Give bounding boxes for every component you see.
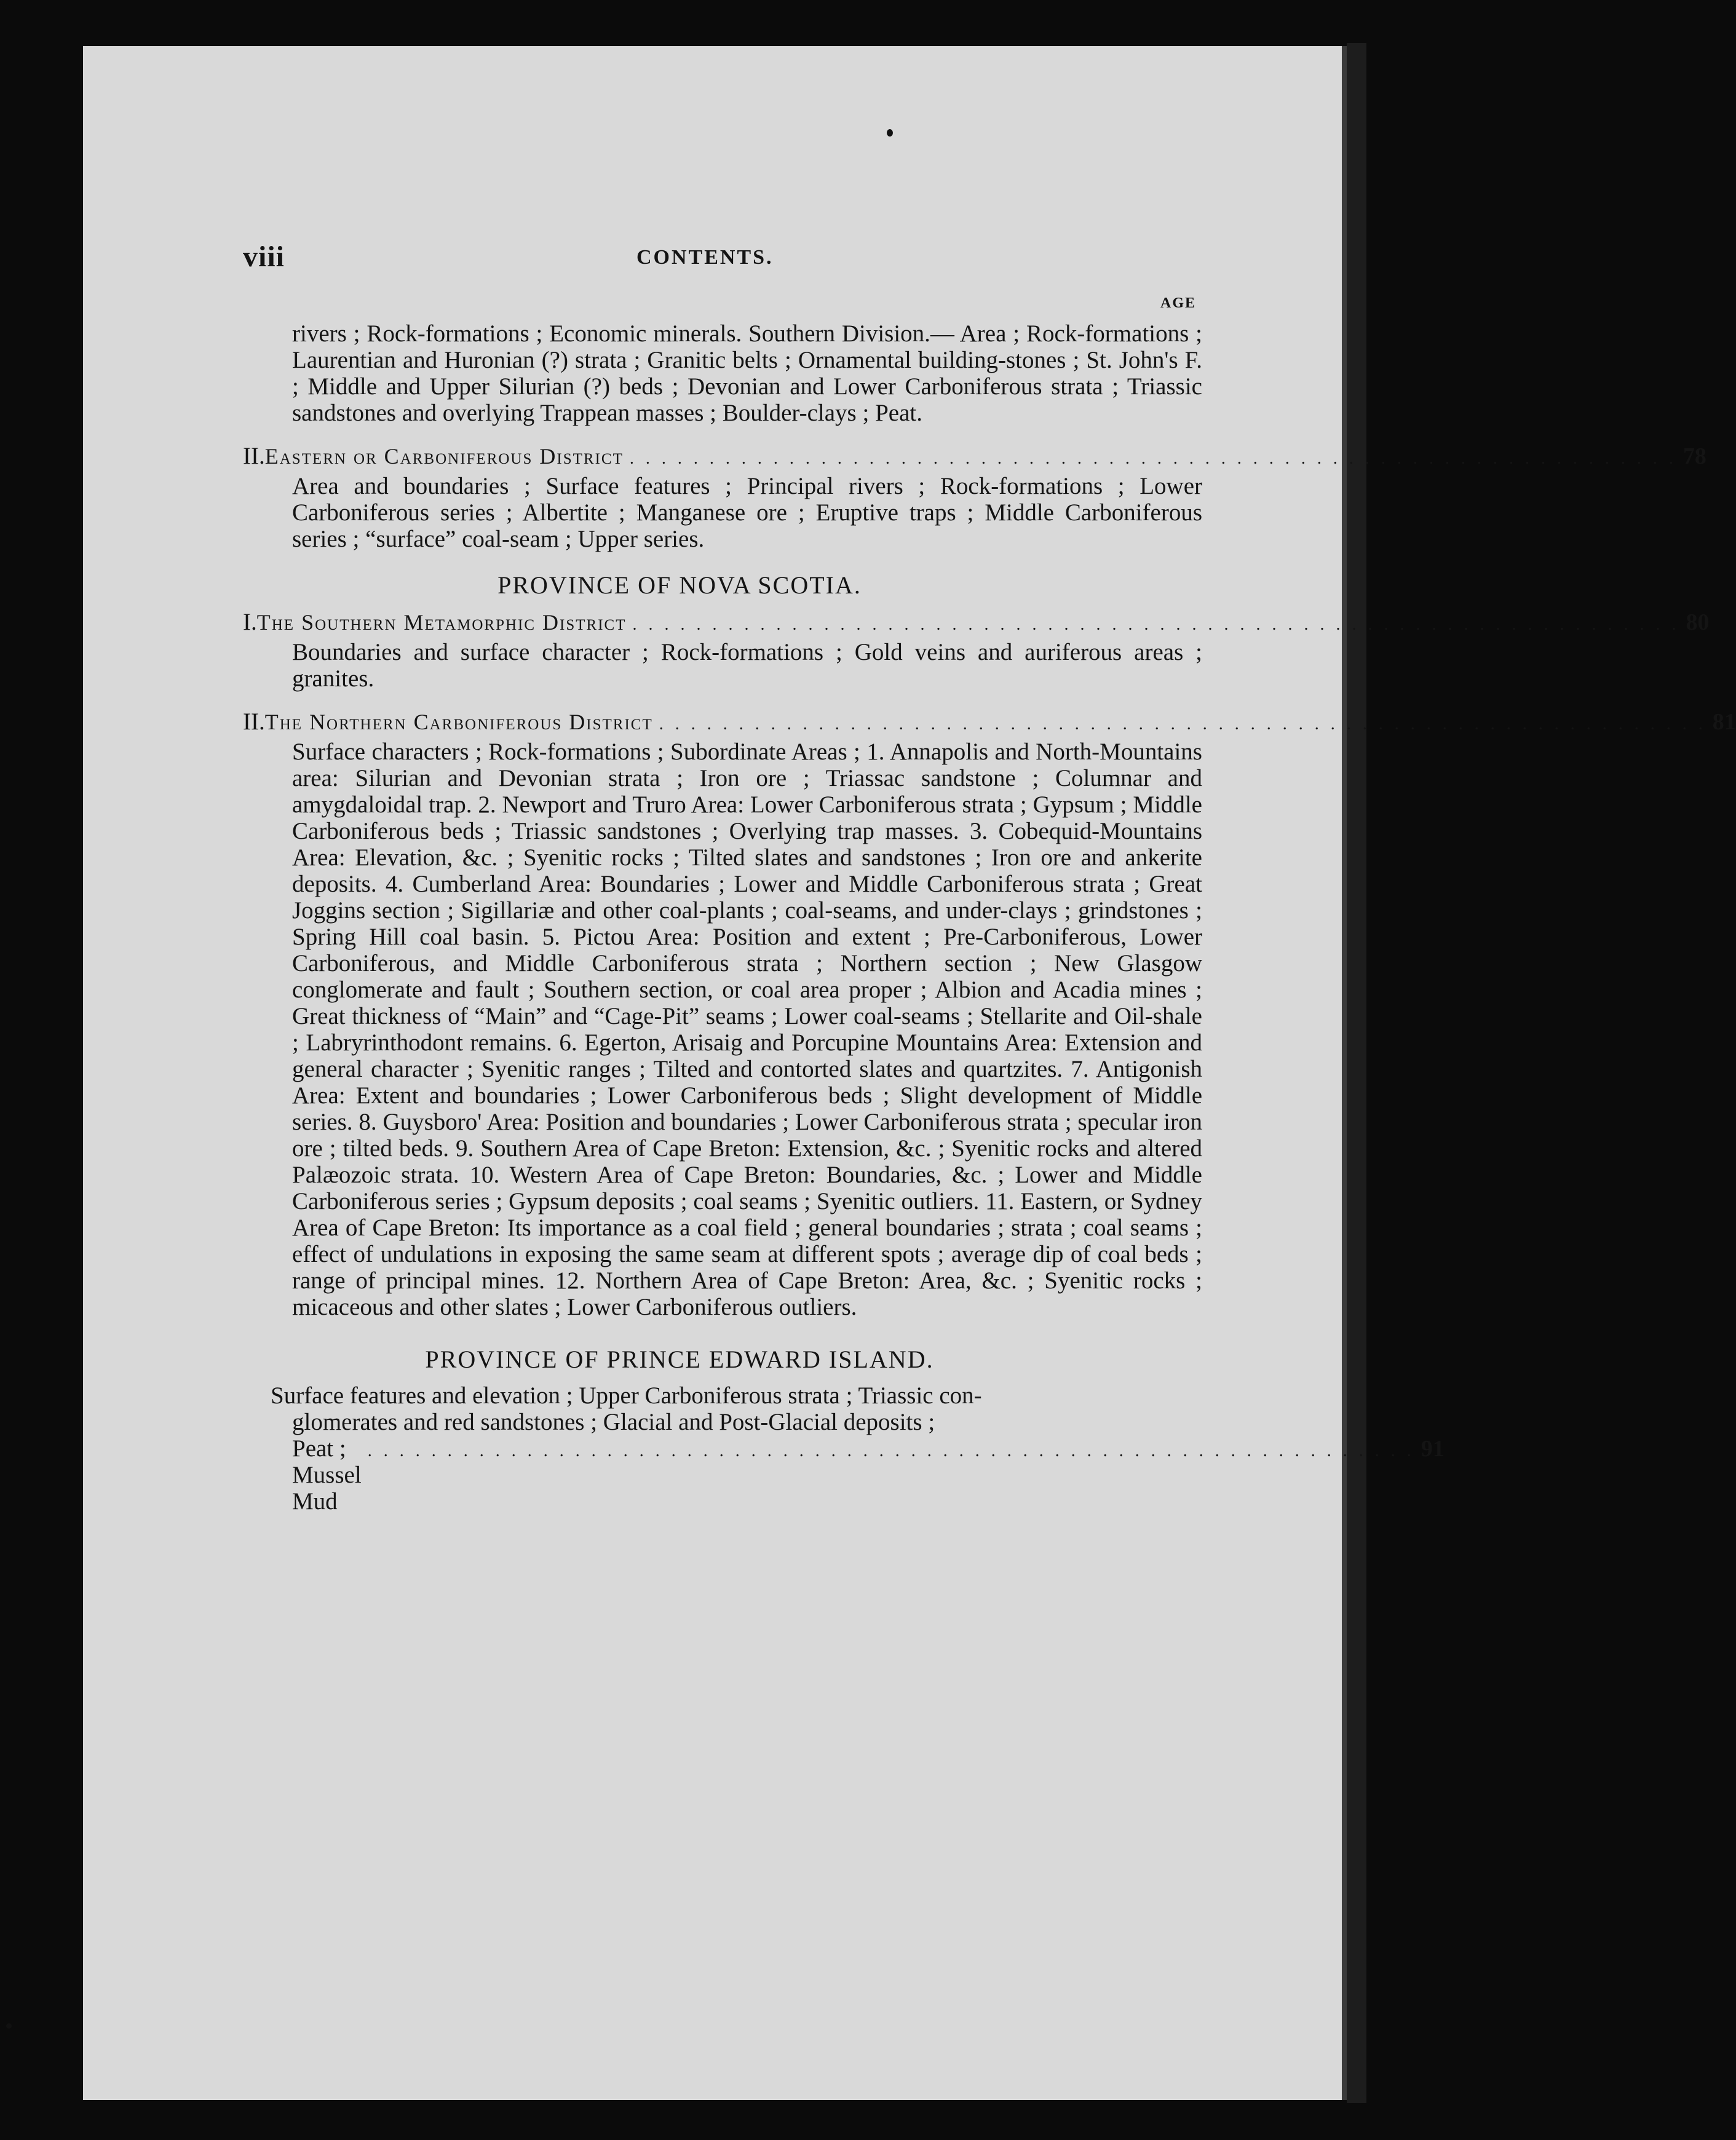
leader-dots: . . . . . . . . . . . . . . . . . . . . . . . . . . . . . . . . . . . . . . . . . . . . . . . . . . . . . . . . . . . . . . . . . . xyxy=(632,615,1680,634)
entry-heading xyxy=(157,708,1736,739)
toc-entry-ns-southern xyxy=(157,608,1710,692)
section-heading-pei: PROVINCE OF PRINCE EDWARD ISLAND. xyxy=(425,1345,934,1373)
entry-last-line xyxy=(292,1435,1445,1515)
section-heading-nova-scotia: PROVINCE OF NOVA SCOTIA. xyxy=(497,571,862,599)
entry-title: The Southern Metamorphic District xyxy=(256,610,627,635)
leader-dots: . . . . . . . . . . . . . . . . . . . . . . . . . . . . . . . . . . . . . . . . . . . . . . . . . . . . . . . . . . . . . . . . . . xyxy=(367,1441,1415,1460)
entry-number: I. xyxy=(243,609,257,635)
page-column-label: AGE xyxy=(1160,295,1196,311)
leader-dots: . . . . . . . . . . . . . . . . . . . . . . . . . . . . . . . . . . . . . . . . . . . . . . . . . . . . . . . . . . . . . . . . . . xyxy=(659,715,1706,734)
continued-description: rivers ; Rock-formations ; Economic minerals. Southern Division.— Area ; Rock-formations ; Laurentian and Huronian (?) strata ; Granitic belts ; Ornamental building-stones ; St. John's F. ; Middle and Upper Silurian (?) beds ; Devonian and Lower Carboniferous strata ; Triassic sandstones and overlying Trappean masses ; Boulder-clays ; Peat. xyxy=(292,320,1202,426)
entry-description: Surface characters ; Rock-formations ; Subordinate Areas ; 1. Annapolis and North-Mountains area: Silurian and Devonian strata ; Iron ore ; Triassac sandstone ; Columnar and amygdaloidal trap. 2. Newport and Truro Area: Lower Carboniferous strata ; Gypsum ; Middle Carboniferous beds ; Triassic sandstones ; Overlying trap masses. 3. Cobequid-Mountains Area: Elevation, &c. ; Syenitic rocks ; Tilted slates and sandstones ; Iron ore and ankerite deposits. 4. Cumberland Area: Boundaries ; Lower and Middle Carboniferous strata ; Great Joggins section ; Sigillariæ and other coal-plants ; coal-seams, and under-clays ; grindstones ; Spring Hill coal basin. 5. Pictou Area: Position and extent ; Pre-Carboniferous, Lower Carboniferous, and Middle Carboniferous strata ; Northern section ; New Glasgow conglomerate and fault ; Southern section, or coal area proper ; Albion and Acadia mines ; Great thickness of “Main” and “Cage-Pit” seams ; Lower coal-seams ; Stellarite and Oil-shale ; Labryrinthodont remains. 6. Egerton, Arisaig and Porcupine Mountains Area: Extension and general character ; Syenitic ranges ; Tilted and contorted slates and quartzites. 7. Antigonish Area: Extent and boundaries ; Lower Carboniferous beds ; Slight development of Middle series. 8. Guysboro' Area: Position and boundaries ; Lower Carboniferous strata ; specular iron ore ; tilted beds. 9. Southern Area of Cape Breton: Extension, &c. ; Syenitic rocks and altered Palæozoic strata. 10. Western Area of Cape Breton: Boundaries, &c. ; Lower and Middle Carboniferous series ; Gypsum deposits ; coal seams ; Syenitic outliers. 11. Eastern, or Sydney Area of Cape Breton: Its importance as a coal field ; general boundaries ; strata ; coal seams ; effect of undulations in exposing the same seam at different spots ; average dip of coal beds ; range of principal mines. 12. Northern Area of Cape Breton: Area, &c. ; Syenitic rocks ; micaceous and other slates ; Lower Carboniferous outliers. xyxy=(292,739,1202,1320)
entry-number: II. xyxy=(243,443,265,469)
entry-page-number: 81 xyxy=(1712,709,1736,735)
book-spine-edge xyxy=(1347,43,1366,2103)
entry-heading xyxy=(157,442,1706,473)
entry-page-number: 91 xyxy=(1421,1436,1445,1462)
leader-dots: . . . . . . . . . . . . . . . . . . . . . . . . . . . . . . . . . . . . . . . . . . . . . . . . . . . . . . . . . . . . . . . . . . xyxy=(629,449,1677,468)
contents-page xyxy=(157,240,1736,1515)
entry-number: II. xyxy=(243,708,265,735)
page-folio: viii xyxy=(243,240,285,273)
entry-page-number: 80 xyxy=(1686,609,1710,635)
entry-description-line: Surface features and elevation ; Upper Carboniferous strata ; Triassic con- xyxy=(271,1382,982,1409)
ink-speck xyxy=(887,129,893,137)
entry-heading xyxy=(157,608,1710,639)
running-title: CONTENTS. xyxy=(636,246,774,269)
running-head xyxy=(157,240,1202,289)
entry-description-line: glomerates and red sandstones ; Glacial and Post-Glacial deposits ; xyxy=(292,1409,935,1435)
toc-entry-pei xyxy=(157,1382,1445,1515)
entry-page-number: 78 xyxy=(1682,443,1706,469)
toc-entry-ns-northern xyxy=(157,708,1736,1320)
entry-description-line: Peat ; Mussel Mud xyxy=(292,1435,362,1515)
entry-description: Area and boundaries ; Surface features ; Principal rivers ; Rock-formations ; Lower Carboniferous series ; Albertite ; Manganese ore ; Eruptive traps ; Middle Carboniferous series ; “surface” coal-seam ; Upper series. xyxy=(292,473,1202,552)
toc-entry-nb-eastern xyxy=(157,442,1706,552)
entry-title: Eastern or Carboniferous District xyxy=(264,444,624,469)
ink-speck xyxy=(6,2023,12,2029)
entry-description: Boundaries and surface character ; Rock-formations ; Gold veins and auriferous areas ; granites. xyxy=(292,639,1202,692)
entry-title: The Northern Carboniferous District xyxy=(264,710,653,734)
